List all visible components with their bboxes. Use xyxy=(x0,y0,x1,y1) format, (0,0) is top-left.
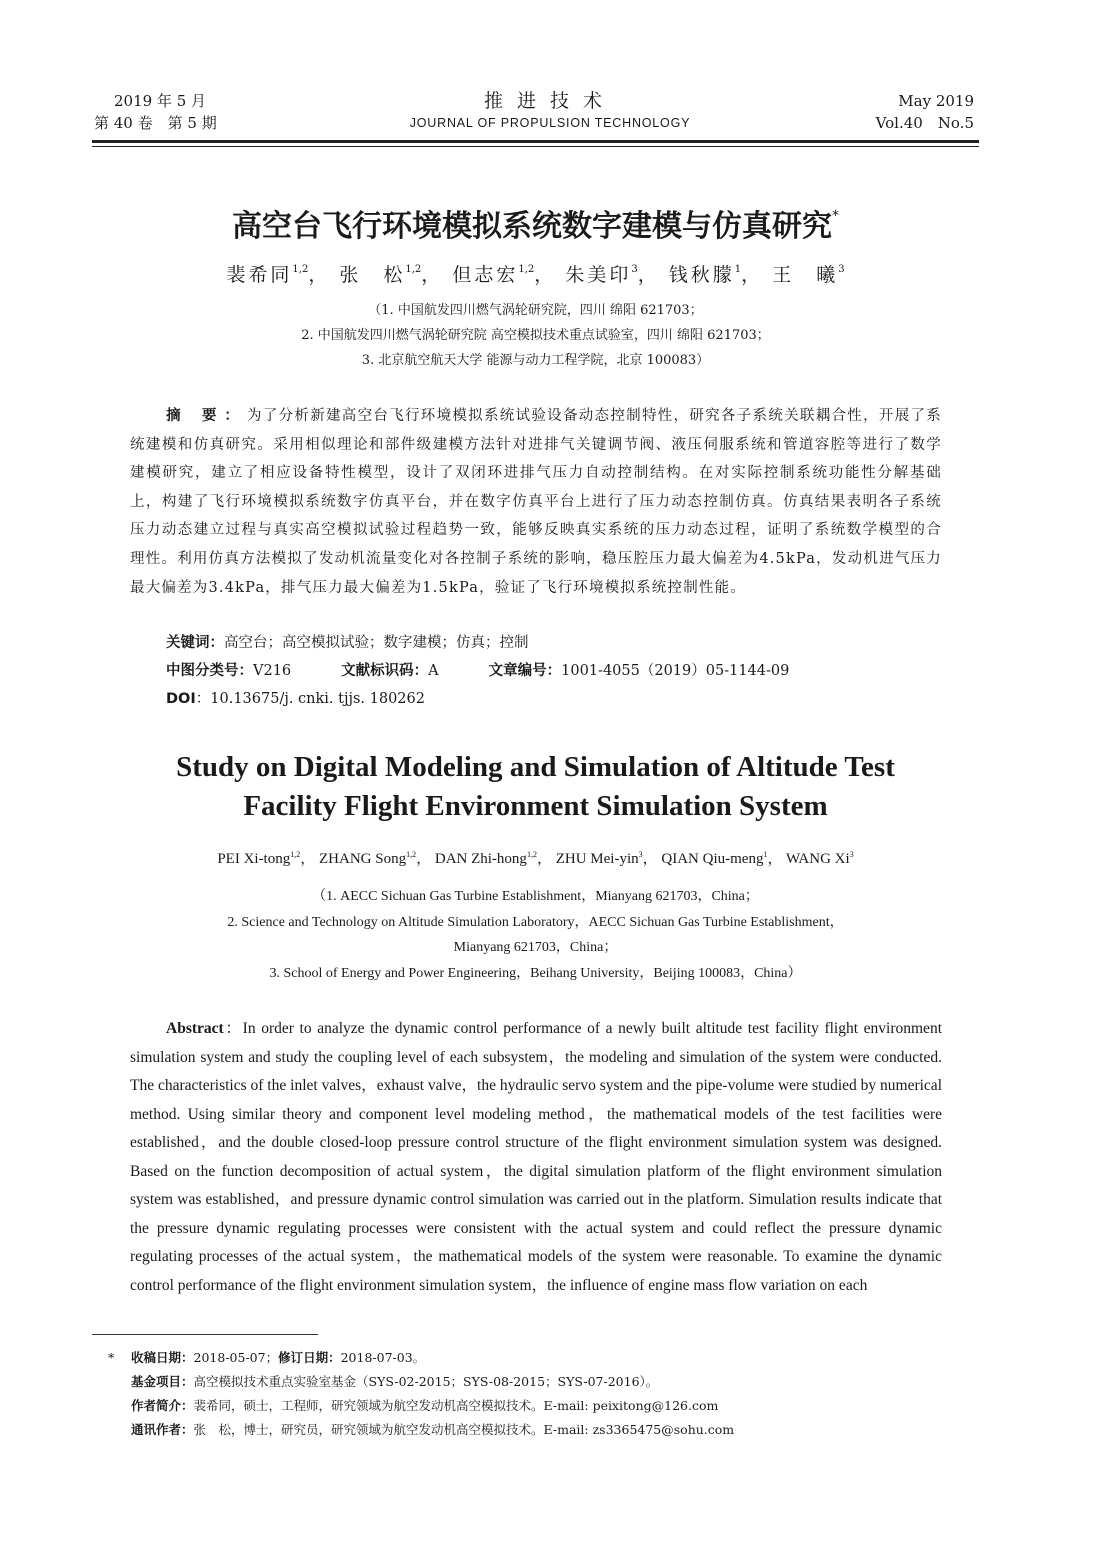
doi-value: ：10.13675/j. cnki. tjjs. 180262 xyxy=(195,691,425,707)
author-bio-label: 作者简介： xyxy=(131,1398,194,1413)
author-sup: 3 xyxy=(849,850,854,859)
author-sup: 1,2 xyxy=(518,264,535,275)
author-zh: 裴希同 xyxy=(226,264,293,286)
author-zh: 王 曦 xyxy=(772,264,839,286)
affiliations-zh xyxy=(92,298,979,373)
footnote-author xyxy=(108,1394,968,1418)
header-right xyxy=(774,90,974,134)
paper-title-en-line: Study on Digital Modeling and Simulation of Altitude Test xyxy=(176,751,895,783)
title-footnote-mark: * xyxy=(832,208,839,224)
article-no-value: 1001-4055（2019）05-1144-09 xyxy=(561,663,790,679)
paper-title-zh xyxy=(92,196,979,247)
footnote-dates xyxy=(108,1346,968,1370)
corresponding-value: 张 松，博士，研究员，研究领域为航空发动机高空模拟技术。E-mail: zs3365475@sohu.com xyxy=(193,1422,735,1437)
author-zh: 钱秋朦 xyxy=(668,264,735,286)
author-sup: 1,2 xyxy=(526,850,537,859)
header-left xyxy=(94,90,294,134)
header-date-en: May 2019 xyxy=(898,92,974,110)
author-sup: 1,2 xyxy=(405,264,422,275)
header-issue-en: Vol.40 No.5 xyxy=(875,114,974,132)
header-date-zh: 2019 年 5 月 xyxy=(114,92,207,110)
keywords-text: 高空台；高空模拟试验；数字建模；仿真；控制 xyxy=(224,635,529,651)
article-no-label: 文章编号： xyxy=(488,663,562,679)
abstract-en-text: ：In order to analyze the dynamic control performance of a newly built altitude test facility flight environment simulation system and study the coupling level of each subsystem，the modeling and simulation of the system were conducted. The characteristics of the inlet valves，exhaust valve，the hydraulic servo system and the pipe-volume were studied by numerical method. Using similar theory and component level modeling method，the mathematical models of the test facilities were established，and the double closed-loop pressure control structure of the flight environment simulation system was designed. Based on the function decomposition of actual system，the digital simulation platform of the flight environment simulation system was established，and pressure dynamic control simulation was carried out in the platform. Simulation results indicate that the pressure dynamic regulating processes were consistent with the actual system and could reflect the pressure dynamic regulating processes of the actual system，the mathematical models of the system were reasonable. To examine the dynamic control performance of the flight environment simulation system，the influence of engine mass flow variation on each xyxy=(130,1020,942,1294)
author-en: PEI Xi-tong xyxy=(217,851,291,867)
footnote-corresponding xyxy=(108,1418,968,1442)
doi-label: DOI xyxy=(166,691,196,707)
author-sup: 1,2 xyxy=(290,850,301,859)
journal-name-en: JOURNAL OF PROPULSION TECHNOLOGY xyxy=(409,116,691,130)
keywords-label: 关键词： xyxy=(166,635,224,651)
classification-line xyxy=(166,658,946,684)
fund-label: 基金项目： xyxy=(131,1374,194,1389)
abstract-zh-text: 为了分析新建高空台飞行环境模拟系统试验设备动态控制特性，研究各子系统关联耦合性，开展了系统建模和仿真研究。采用相似理论和部件级建模方法针对进排气关键调节阀、液压伺服系统和管道容腔等进行了数学建模研究，建立了相应设备特性模型，设计了双闭环进排气压力自动控制结构。在对实际控制系统功能性分解基础上，构建了飞行环境模拟系统数字仿真平台，并在数字仿真平台上进行了压力动态控制仿真。仿真结果表明各子系统压力动态建立过程与真实高空模拟试验过程趋势一致，能够反映真实系统的压力动态过程，证明了系统数学模型的合理性。利用仿真方法模拟了发动机流量变化对各控制子系统的影响，稳压腔压力最大偏差为4.5kPa，发动机进气压力最大偏差为3.4kPa，排气压力最大偏差为1.5kPa，验证了飞行环境模拟系统控制性能。 xyxy=(130,408,942,596)
affiliation-line: 3. School of Energy and Power Engineering，Beihang University，Beijing 100083，China） xyxy=(269,965,802,981)
paper-title-zh-text: 高空台飞行环境模拟系统数字建模与仿真研究 xyxy=(232,209,832,244)
abstract-zh xyxy=(130,402,942,602)
doc-code-value: A xyxy=(428,663,439,679)
author-sup: 3 xyxy=(631,264,638,275)
footnote-marker: * xyxy=(108,1350,115,1365)
author-sup: 1,2 xyxy=(292,264,309,275)
fund-value: 高空模拟技术重点实验室基金（SYS-02-2015；SYS-08-2015；SYS-07-2016）。 xyxy=(193,1374,659,1389)
affiliations-en xyxy=(92,884,979,986)
abstract-zh-label: 摘 要： xyxy=(166,408,248,424)
header-rule-thick xyxy=(92,140,979,143)
keywords-zh xyxy=(166,630,946,656)
author-sup: 1,2 xyxy=(406,850,417,859)
clc-value: V216 xyxy=(253,663,292,679)
affiliation-line: （1. 中国航发四川燃气涡轮研究院，四川 绵阳 621703； xyxy=(368,303,703,318)
journal-name xyxy=(340,88,760,132)
author-zh: 但志宏 xyxy=(452,264,519,286)
author-bio-value: 裴希同，硕士，工程师，研究领域为航空发动机高空模拟技术。E-mail: peixitong@126.com xyxy=(193,1398,719,1413)
author-en: QIAN Qiu-meng xyxy=(661,851,764,867)
affiliation-line: Mianyang 621703，China； xyxy=(453,940,618,955)
doc-code-label: 文献标识码： xyxy=(341,663,429,679)
paper-title-en-line: Facility Flight Environment Simulation System xyxy=(243,790,828,822)
footnote-fund xyxy=(108,1370,968,1394)
author-sup: 1 xyxy=(734,264,742,275)
author-en: ZHANG Song xyxy=(319,851,407,867)
author-en: WANG Xi xyxy=(785,851,850,867)
abstract-en-label: Abstract xyxy=(166,1020,224,1037)
affiliation-line: （1. AECC Sichuan Gas Turbine Establishment，Mianyang 621703，China； xyxy=(312,889,759,904)
journal-name-zh: 推进技术 xyxy=(483,90,616,112)
authors-en: PEI Xi-tong$^{1,2}$， ZHANG Song$^{1,2}$， DAN Zhi-hong$^{1,2}$， ZHU Mei-yin$^3$， QIAN Qiu-meng$^1$， WANG Xi$^3$ xyxy=(217,850,854,867)
affiliation-line: 3. 北京航空航天大学 能源与动力工程学院，北京 100083） xyxy=(361,353,710,368)
footnotes xyxy=(108,1346,968,1442)
paper-title-en xyxy=(92,748,979,826)
affiliation-line: 2. Science and Technology on Altitude Simulation Laboratory，AECC Sichuan Gas Turbine Establishment， xyxy=(227,914,844,930)
footnote-rule xyxy=(92,1334,318,1335)
author-sup: 3 xyxy=(638,850,643,859)
revised-value: 2018-07-03。 xyxy=(340,1350,426,1365)
revised-label: 修订日期： xyxy=(278,1350,341,1365)
header-rule-thin xyxy=(92,146,979,147)
affiliation-line: 2. 中国航发四川燃气涡轮研究院 高空模拟技术重点试验室，四川 绵阳 621703； xyxy=(301,328,770,343)
corresponding-label: 通讯作者： xyxy=(131,1422,194,1437)
doi-line xyxy=(166,686,946,712)
author-zh: 朱美印 xyxy=(565,264,632,286)
header-issue-zh: 第 40 卷 第 5 期 xyxy=(94,114,217,132)
received-label: 收稿日期： xyxy=(131,1350,194,1365)
author-en: ZHU Mei-yin xyxy=(555,851,639,867)
author-en: DAN Zhi-hong xyxy=(434,851,527,867)
authors-zh: 裴希同$^{1,2}$， 张 松$^{1,2}$， 但志宏$^{1,2}$， 朱美印$^3$， 钱秋朦$^1$， 王 曦$^3$ xyxy=(226,264,845,286)
author-sup: 3 xyxy=(838,264,845,275)
author-sup: 1 xyxy=(763,850,768,859)
author-zh: 张 松 xyxy=(339,264,406,286)
abstract-en xyxy=(130,1015,942,1300)
received-value: 2018-05-07； xyxy=(193,1350,279,1365)
clc-label: 中图分类号： xyxy=(166,663,253,679)
